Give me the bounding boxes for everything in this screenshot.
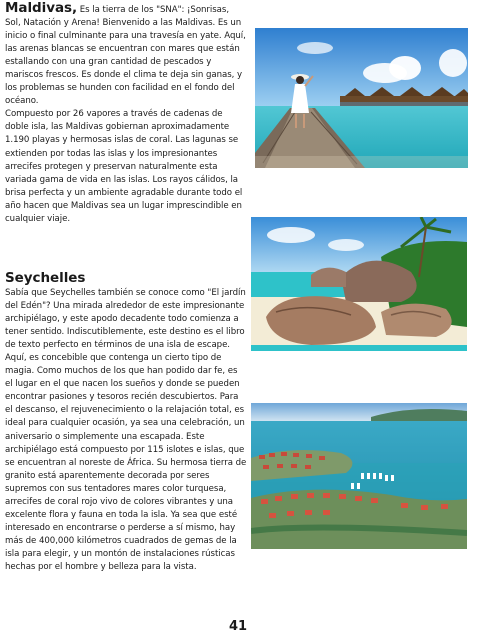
seychelles-marina-aerial-photo [251,403,467,549]
maldivas-section [5,2,247,226]
seychelles-section [5,270,247,574]
maldivas-lead: Es la tierra de los "SNA": ¡Sonrisas, Sol, Natación y Arena! Bienvenido a las Maldivas. Es un inicio o final culminante para una travesía en yate. Aquí, las arenas blancas se encuentran con mares que están estallando con una gran cantidad de pescados y mariscos frescos. Es donde el clima te deja sin ganas, y los problemas se hunden con facilidad en el fondo del océano. [5,5,246,107]
maldivas-body: Compuesto por 26 vapores a través de cadenas de doble isla, las Maldivas gobiernan aproximadamente 1.190 playas y hermosas islas de coral. Las lagunas se extienden por todas las islas y los impresionantes arrecifes protegen y preservan naturalmente esta variada gama de vida en las islas. Los rayos cálidos, la brisa perfecta y un ambiente agradable durante todo el año hacen que Maldivas sea un lugar imprescindible en cualquier viaje. [5,109,243,224]
seychelles-granite-beach-photo [251,217,467,351]
maldives-pier-photo [255,28,468,168]
seychelles-body: Sabía que Seychelles también se conoce como "El jardín del Edén"? Una mirada alrededor de este impresionante archipiélago, y este apodo decadente todo comienza a tener sentido. Indiscutiblemente, este destino es el libro de texto perfecto en términos de una isla de escape. Aquí, es concebible que contenga un cierto tipo de magia. Como muchos de los que han podido dar fe, es el lugar en el que nacen los sueños y donde se pueden encontrar pasiones y tesoros recién descubiertos. Para el descanso, el rejuvenecimiento o la relajación total, es ideal para cualquier ocasión, ya sea una celebración, un aniversario o simplemente una escapada. Este archipiélago está compuesto por 115 islotes e islas, que se encuentran al noreste de África. Su hermosa tierra de granito está aparentemente decorada por seres supremos con sus tentadores mares color turquesa, arrecifes de coral rojo vivo de colores vibrantes y una excelente flora y fauna en toda la isla. Ya sea que esté interesado en encontrarse o perderse a sí mismo, hay más de 400,000 kilómetros cuadrados de gemas de la isla para elegir, y un montón de instalaciones rústicas hechas por el hombre y belleza para la vista. [5,288,247,572]
page-number: 41 [229,619,248,634]
maldivas-title: Maldivas, [5,0,78,16]
seychelles-title: Seychelles [5,270,86,286]
maldivas-intro [5,2,247,108]
